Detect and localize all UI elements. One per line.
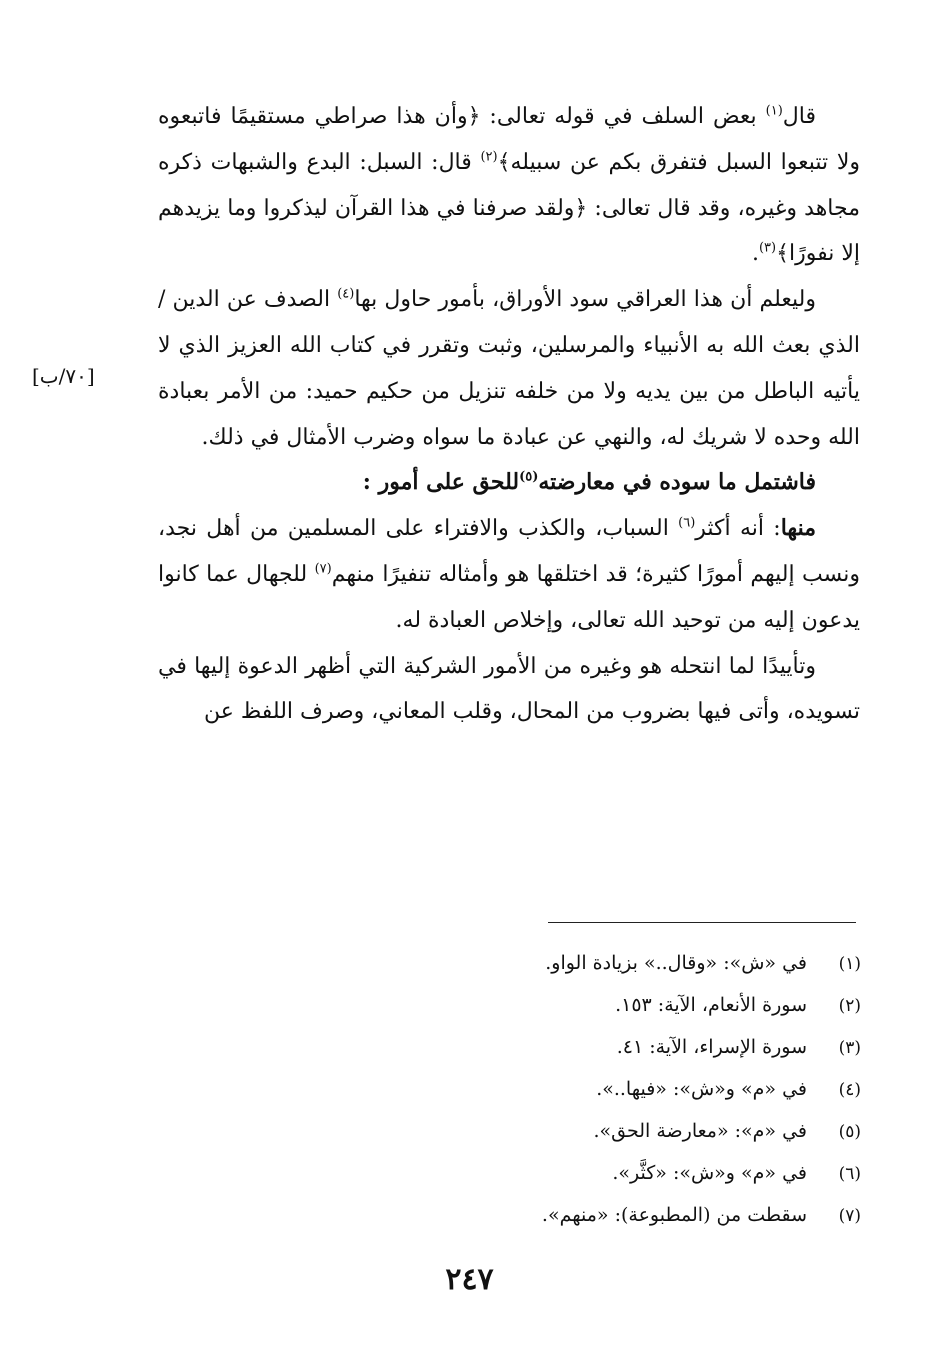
text-run: وليعلم أن هذا العراقي سود الأوراق، بأمور حاول بها xyxy=(354,287,816,313)
footnote-number: (٥) xyxy=(838,1122,861,1142)
paragraph-2 xyxy=(158,277,860,460)
main-text xyxy=(158,94,860,735)
footnote-ref-7: (٧) xyxy=(314,561,332,577)
footnote-number: (٢) xyxy=(838,996,861,1016)
text-run: قال xyxy=(782,104,816,129)
footnote-item xyxy=(161,942,861,984)
footnote-item xyxy=(161,984,861,1026)
text-run: الصدف عن الدين / الذي بعث الله به الأنبياء والمرسلين، وثبت وتقرر في كتاب الله العزيز الذي لا يأتيه الباطل من بين يديه ولا من خلفه تنزيل من حكيم حميد: من الأمر بعبادة الله وحده لا شريك له، والنهي عن عبادة ما سواه وضرب الأمثال في ذلك. xyxy=(158,287,860,450)
text-run: السباب، والكذب والافتراء على المسلمين من أهل نجد، ونسب إليهم أمورًا كثيرة؛ قد اختلقها هو وأمثاله تنفيرًا منهم xyxy=(158,516,860,587)
footnote-text: في «م» و«ش»: «فيها..». xyxy=(596,1078,807,1100)
paragraph-1 xyxy=(158,94,860,277)
footnote-ref-4: (٤) xyxy=(337,286,355,302)
text-run: فاشتمل ما سوده في معارضته xyxy=(538,469,816,496)
footnote-text: سورة الأنعام، الآية: ١٥٣. xyxy=(615,994,807,1016)
footnote-text: في «م»: «معارضة الحق». xyxy=(593,1120,807,1142)
footnote-text: سقطت من (المطبوعة): «منهم». xyxy=(541,1204,807,1226)
footnote-item xyxy=(161,1026,861,1068)
footnote-text: سورة الإسراء، الآية: ٤١. xyxy=(616,1036,807,1058)
footnote-item xyxy=(161,1068,861,1110)
footnote-separator xyxy=(548,922,856,923)
footnote-ref-3: (٣) xyxy=(758,241,777,257)
footnote-number: (١) xyxy=(838,954,861,974)
footnote-number: (٧) xyxy=(838,1206,861,1226)
paragraph-5 xyxy=(158,644,860,736)
paragraph-3 xyxy=(158,460,860,506)
footnote-item xyxy=(161,1194,861,1236)
text-run: للجهال عما كانوا يدعون إليه من توحيد الله تعالى، وإخلاص العبادة له. xyxy=(158,561,860,633)
footnote-number: (٤) xyxy=(838,1080,861,1100)
text-run: قال: السبل: البدع والشبهات ذكره مجاهد وغيره، وقد قال تعالى: ﴿ولقد صرفنا في هذا القرآن ليذكروا وما يزيدهم إلا نفورًا﴾ xyxy=(158,149,860,267)
footnote-text: في «م» و«ش»: «كثَّر». xyxy=(612,1162,807,1184)
footnote-ref-2: (٢) xyxy=(480,149,498,165)
footnotes xyxy=(161,942,861,1236)
paragraph-4 xyxy=(158,506,860,643)
footnote-ref-1: (١) xyxy=(765,103,783,119)
text-run: : أنه أكثر xyxy=(695,516,781,542)
text-run: وتأييدًا لما انتحله هو وغيره من الأمور الشركية التي أظهر الدعوة إليها في تسويده، وأتى فيها بضروب من المحال، وقلب المعاني، وصرف اللفظ عن xyxy=(158,653,860,725)
footnote-ref-5: (٥) xyxy=(519,470,539,486)
manuscript-folio-marker: [٧٠/ب] xyxy=(32,364,95,388)
text-run: . xyxy=(751,241,759,267)
footnote-number: (٦) xyxy=(838,1164,861,1184)
footnote-item xyxy=(161,1110,861,1152)
footnote-ref-6: (٦) xyxy=(678,515,696,531)
lead-word: منها xyxy=(780,515,816,542)
footnote-item xyxy=(161,1152,861,1194)
page-number: ٢٤٧ xyxy=(445,1262,494,1297)
text-run: للحق على أمور : xyxy=(362,469,520,496)
footnote-number: (٣) xyxy=(838,1038,861,1058)
text-run: بعض السلف في قوله تعالى: ﴿وأن هذا صراطي مستقيمًا فاتبعوه ولا تتبعوا السبل فتفرق بكم عن سبيله﴾ xyxy=(158,104,861,175)
footnote-text: في «ش»: «وقال..» بزيادة الواو. xyxy=(545,952,807,974)
